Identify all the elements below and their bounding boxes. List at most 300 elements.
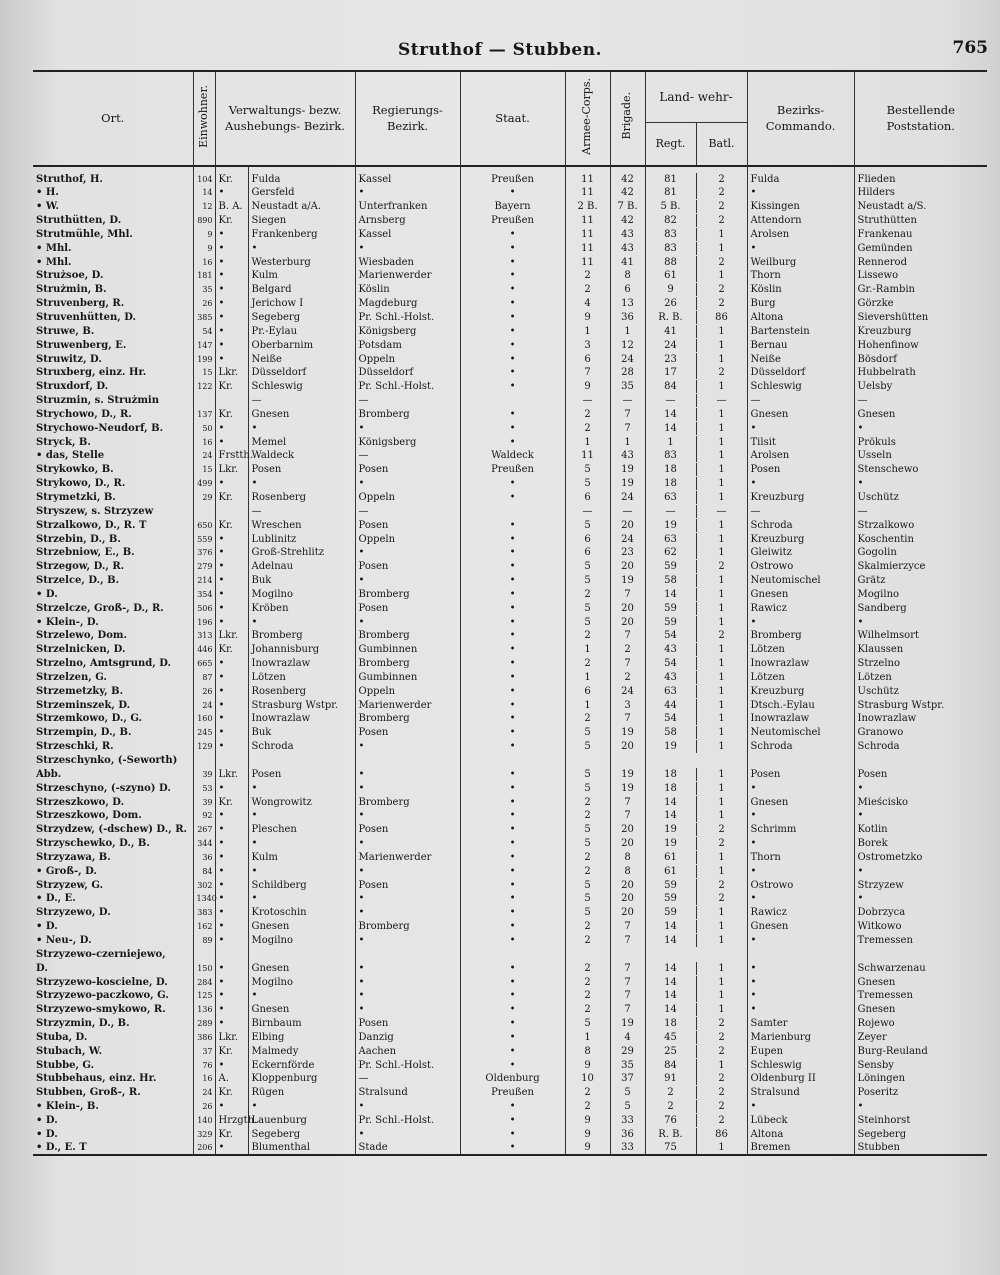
cell-verwaltung-art: • [215,684,248,698]
cell-bezirkscommando: Weilburg [747,255,854,269]
cell-staat: • [460,255,565,269]
cell-regt: 26 [664,298,677,310]
cell-einwohner: 650 [193,518,215,532]
cell-einwohner: 136 [193,1003,215,1017]
cell-batl: 1 [696,976,747,989]
cell-poststation: Gr.-Rambin [854,283,987,297]
cell-bezirkscommando: Posen [747,767,854,781]
cell-regt: 14 [664,810,677,822]
cell-batl: 2 [696,1100,747,1113]
cell-landwehr [645,754,747,768]
cell-regierungsbezirk: • [355,934,460,948]
cell-regt: 45 [664,1031,677,1043]
cell-poststation: Tremessen [854,934,987,948]
cell-regt: 81 [664,174,677,185]
cell-verwaltung-art: • [215,601,248,615]
table-row [33,726,987,740]
cell-batl: 1 [696,546,747,559]
cell-regierungsbezirk: Pr. Schl.-Holst. [355,1058,460,1072]
cell-staat: • [460,518,565,532]
cell-landwehr [645,837,747,851]
cell-bezirkscommando: Lötzen [747,671,854,685]
landwehr-pair [646,436,747,449]
cell-batl: 1 [696,380,747,393]
cell-verwaltung-art: • [215,671,248,685]
cell-staat: • [460,837,565,851]
cell-staat: • [460,726,565,740]
cell-brigade: 7 [610,587,645,601]
cell-einwohner: 26 [193,684,215,698]
cell-poststation: Lissewo [854,269,987,283]
cell-batl: 1 [696,934,747,947]
cell-brigade: 24 [610,684,645,698]
cell-ort: Abb. [36,768,62,780]
cell-ort: Strykowko, B. [36,464,114,476]
cell-batl: 1 [696,491,747,504]
cell-verwaltung-bezirk: Buk [248,574,355,588]
cell-poststation: Poseritz [854,1086,987,1100]
cell-regt: 9 [667,284,674,296]
cell-einwohner: 89 [193,934,215,948]
cell-regierungsbezirk: Oppeln [355,532,460,546]
cell-poststation: Löningen [854,1072,987,1086]
table-row [33,449,987,463]
table-row [33,477,987,491]
cell-einwohner: 54 [193,324,215,338]
landwehr-pair [646,643,747,656]
cell-verwaltung-art: • [215,823,248,837]
cell-verwaltung-art: • [215,532,248,546]
table-row [33,255,987,269]
cell-armee-corps: 5 [565,892,610,906]
cell-armee-corps: 5 [565,560,610,574]
cell-bezirkscommando: Gnesen [747,920,854,934]
cell-verwaltung-bezirk: Gnesen [248,408,355,422]
cell-staat: • [460,657,565,671]
cell-armee-corps: 9 [565,1058,610,1072]
cell-armee-corps: 5 [565,518,610,532]
cell-regierungsbezirk: Oppeln [355,491,460,505]
cell-staat: • [460,601,565,615]
cell-regt: 18 [664,1018,677,1030]
cell-bezirkscommando: Attendorn [747,214,854,228]
cell-brigade: 20 [610,823,645,837]
table-row [33,961,987,975]
landwehr-pair [646,186,747,199]
cell-verwaltung-bezirk: • [248,1100,355,1114]
cell-landwehr [645,961,747,975]
cell-landwehr [645,892,747,906]
cell-verwaltung-bezirk: Pr.-Eylau [248,324,355,338]
cell-batl: 1 [696,740,747,753]
cell-einwohner: 196 [193,615,215,629]
cell-poststation: • [854,809,987,823]
cell-bezirkscommando: Neutomischel [747,726,854,740]
cell-armee-corps: 5 [565,837,610,851]
cell-verwaltung-art: • [215,740,248,754]
table-row [33,587,987,601]
cell-bezirkscommando: • [747,781,854,795]
cell-regt: 41 [664,325,677,337]
cell-armee-corps: 6 [565,352,610,366]
cell-ort: Strzyzawa, B. [36,851,111,863]
cell-batl: 1 [696,616,747,629]
cell-batl: 1 [696,422,747,435]
cell-verwaltung-art: • [215,477,248,491]
cell-ort: Strużsoe, D. [36,270,104,282]
cell-batl: 2 [696,879,747,892]
cell-regierungsbezirk: • [355,906,460,920]
cell-landwehr [645,449,747,463]
cell-poststation: Grätz [854,574,987,588]
cell-regierungsbezirk: Köslin [355,283,460,297]
cell-poststation: Sensby [854,1058,987,1072]
cell-staat: • [460,560,565,574]
table-row [33,228,987,242]
cell-staat: • [460,491,565,505]
cell-batl: 86 [696,1128,747,1141]
cell-verwaltung-art: Kr. [215,214,248,228]
cell-armee-corps: 1 [565,643,610,657]
table-row [33,934,987,948]
table-row [33,1114,987,1128]
cell-regierungsbezirk: Pr. Schl.-Holst. [355,1114,460,1128]
cell-poststation: Usseln [854,449,987,463]
cell-regt: 2 [667,1101,674,1113]
cell-armee-corps: 7 [565,366,610,380]
cell-bezirkscommando: Kreuzburg [747,684,854,698]
cell-verwaltung-bezirk: Blumenthal [248,1141,355,1155]
cell-bezirkscommando: Schroda [747,518,854,532]
cell-einwohner: 376 [193,546,215,560]
cell-einwohner: 279 [193,560,215,574]
cell-armee-corps: 1 [565,698,610,712]
cell-ort: Strykowo, D., R. [36,478,126,490]
cell-batl: 1 [696,796,747,809]
cell-einwohner: 206 [193,1141,215,1155]
cell-regt: 17 [664,367,677,379]
cell-regierungsbezirk: Posen [355,1017,460,1031]
table-row [33,767,987,781]
cell-poststation [854,754,987,768]
cell-ort: Struvenhütten, D. [36,312,136,324]
cell-einwohner: 383 [193,906,215,920]
cell-brigade: 7 [610,657,645,671]
cell-verwaltung-art: • [215,255,248,269]
table-row [33,740,987,754]
cell-verwaltung-bezirk: • [248,809,355,823]
cell-brigade: 7 B. [610,200,645,214]
cell-verwaltung-art: Lkr. [215,366,248,380]
running-title: Struthof — Stubben. [397,40,602,60]
cell-poststation: Bösdorf [854,352,987,366]
cell-einwohner: 129 [193,740,215,754]
cell-poststation: • [854,477,987,491]
cell-poststation: Kotlin [854,823,987,837]
cell-regt: 59 [664,602,677,614]
cell-poststation: Stenschewo [854,463,987,477]
cell-verwaltung-bezirk: Adelnau [248,560,355,574]
table-row [33,186,987,200]
table-row [33,1003,987,1017]
cell-batl: 2 [696,1031,747,1044]
cell-landwehr [645,657,747,671]
cell-bezirkscommando: Neutomischel [747,574,854,588]
cell-armee-corps: 11 [565,186,610,200]
cell-regt: 59 [664,879,677,891]
cell-ort: Struthütten, D. [36,215,122,227]
cell-verwaltung-art: Lkr. [215,629,248,643]
cell-staat: • [460,712,565,726]
cell-verwaltung-bezirk: Jerichow I [248,297,355,311]
cell-einwohner [193,947,215,961]
table-row [33,166,987,186]
cell-staat: • [460,574,565,588]
cell-poststation: Strzalkowo [854,518,987,532]
cell-poststation: — [854,394,987,408]
cell-landwehr [645,352,747,366]
cell-verwaltung-bezirk: • [248,477,355,491]
cell-staat: • [460,795,565,809]
cell-armee-corps: 5 [565,615,610,629]
cell-bezirkscommando: Oldenburg II [747,1072,854,1086]
cell-bezirkscommando: — [747,504,854,518]
cell-landwehr [645,726,747,740]
cell-ort: Stubach, W. [36,1045,103,1057]
landwehr-pair [646,629,747,642]
table-row [33,311,987,325]
cell-armee-corps: 5 [565,726,610,740]
table-row [33,975,987,989]
landwehr-pair [646,256,747,269]
cell-bezirkscommando: Köslin [747,283,854,297]
table-row [33,200,987,214]
landwehr-pair [646,865,747,878]
cell-landwehr [645,463,747,477]
cell-armee-corps: 11 [565,449,610,463]
cell-ort: Strzydzew, (-dschew) D., R. [36,824,187,836]
landwehr-pair [646,560,747,573]
cell-einwohner: 36 [193,851,215,865]
cell-ort: Strzeschki, R. [36,741,114,753]
cell-ort: Struxberg, einz. Hr. [36,367,147,379]
cell-regierungsbezirk: Kassel [355,166,460,186]
cell-ort: Strutmühle, Mhl. [36,228,133,240]
cell-verwaltung-bezirk: Siegen [248,214,355,228]
cell-poststation: Prökuls [854,435,987,449]
table-row [33,920,987,934]
cell-staat: • [460,380,565,394]
cell-regt: 54 [664,713,677,725]
cell-bezirkscommando: Düsseldorf [747,366,854,380]
cell-regierungsbezirk: Unterfranken [355,200,460,214]
cell-regt: 83 [664,450,677,462]
cell-batl: 2 [696,1045,747,1058]
cell-batl: 86 [696,311,747,324]
cell-einwohner: 890 [193,214,215,228]
landwehr-pair [646,809,747,822]
cell-verwaltung-art: Lkr. [215,463,248,477]
cell-bezirkscommando: • [747,615,854,629]
cell-regierungsbezirk: • [355,740,460,754]
cell-batl: 1 [696,602,747,615]
cell-landwehr [645,920,747,934]
cell-verwaltung-art: • [215,587,248,601]
cell-bezirkscommando: • [747,934,854,948]
cell-ort: Strzelewo, Dom. [36,630,127,642]
cell-poststation: Klaussen [854,643,987,657]
cell-regierungsbezirk: • [355,837,460,851]
cell-einwohner: 16 [193,435,215,449]
cell-brigade: 8 [610,269,645,283]
cell-bezirkscommando [747,947,854,961]
cell-poststation: Granowo [854,726,987,740]
table-row [33,906,987,920]
cell-regierungsbezirk: • [355,989,460,1003]
cell-einwohner: 665 [193,657,215,671]
landwehr-pair [646,311,747,324]
cell-ort: Strzyzewo-koscielne, D. [36,976,168,988]
cell-ort: Stuba, D. [36,1031,88,1043]
table-row [33,657,987,671]
cell-regt: 44 [664,699,677,711]
cell-staat: • [460,587,565,601]
cell-landwehr [645,934,747,948]
cell-staat: • [460,1030,565,1044]
cell-verwaltung-bezirk: Krotoschin [248,906,355,920]
cell-verwaltung-art: • [215,989,248,1003]
header-batl: Batl. [696,123,747,165]
cell-bezirkscommando: Bremen [747,1141,854,1155]
landwehr-pair [646,588,747,601]
cell-bezirkscommando: Thorn [747,851,854,865]
cell-ort: Strzyzewo-paczkowo, G. [36,990,169,1002]
cell-armee-corps: 9 [565,380,610,394]
landwehr-pair [646,228,747,241]
cell-armee-corps: 4 [565,297,610,311]
cell-regierungsbezirk: Bromberg [355,408,460,422]
cell-verwaltung-art: • [215,352,248,366]
cell-verwaltung-art: Hrzgth. [215,1114,248,1128]
cell-regt: 54 [664,630,677,642]
table-row [33,297,987,311]
cell-ort: • Mhl. [36,256,72,268]
table-row [33,214,987,228]
cell-verwaltung-bezirk: • [248,615,355,629]
cell-poststation: • [854,864,987,878]
cell-verwaltung-art: • [215,657,248,671]
cell-batl: 1 [696,353,747,366]
cell-staat: • [460,241,565,255]
cell-bezirkscommando: Dtsch.-Eylau [747,698,854,712]
landwehr-pair [646,1031,747,1044]
cell-brigade: 20 [610,892,645,906]
cell-batl: 1 [696,782,747,795]
cell-einwohner: 506 [193,601,215,615]
cell-verwaltung-art: • [215,851,248,865]
cell-staat: • [460,629,565,643]
cell-landwehr [645,601,747,615]
cell-armee-corps: 5 [565,477,610,491]
cell-verwaltung-bezirk: Kröben [248,601,355,615]
cell-poststation: Segeberg [854,1127,987,1141]
cell-verwaltung-art: • [215,1003,248,1017]
cell-ort: Strzyzewo-czerniejewo, [36,948,166,960]
cell-verwaltung-art: • [215,906,248,920]
cell-regierungsbezirk [355,947,460,961]
cell-verwaltung-bezirk: • [248,421,355,435]
cell-landwehr [645,394,747,408]
cell-bezirkscommando: Gleiwitz [747,546,854,560]
cell-verwaltung-bezirk: Memel [248,435,355,449]
cell-einwohner: 140 [193,1114,215,1128]
cell-landwehr [645,1017,747,1031]
cell-bezirkscommando: Lübeck [747,1114,854,1128]
cell-ort: • D. [36,921,58,933]
cell-batl: 2 [696,283,747,296]
landwehr-pair [646,837,747,850]
cell-brigade: 7 [610,975,645,989]
cell-landwehr [645,698,747,712]
cell-regierungsbezirk: • [355,809,460,823]
cell-verwaltung-art: Kr. [215,643,248,657]
cell-verwaltung-art [215,754,248,768]
cell-batl: 1 [696,1003,747,1016]
cell-ort: Stubben, Groß-, R. [36,1087,141,1099]
cell-brigade: 8 [610,851,645,865]
table-row [33,754,987,768]
cell-einwohner: 354 [193,587,215,601]
cell-bezirkscommando: Ostrowo [747,560,854,574]
cell-verwaltung-art: • [215,338,248,352]
cell-ort: Strzalkowo, D., R. T [36,519,147,531]
cell-bezirkscommando: Schrimm [747,823,854,837]
cell-verwaltung-bezirk: Strasburg Wstpr. [248,698,355,712]
cell-armee-corps: 5 [565,740,610,754]
cell-regierungsbezirk: Bromberg [355,629,460,643]
cell-bezirkscommando: Altona [747,311,854,325]
cell-einwohner: 559 [193,532,215,546]
landwehr-pair [646,173,747,186]
header-einwohner-text: Einwohner. [196,84,210,148]
cell-verwaltung-bezirk: Lauenburg [248,1114,355,1128]
cell-brigade: 7 [610,629,645,643]
cell-brigade: 28 [610,366,645,380]
cell-verwaltung-bezirk: Segeberg [248,311,355,325]
cell-staat: • [460,1141,565,1155]
header-regt: Regt. [655,137,686,150]
cell-verwaltung-bezirk: • [248,781,355,795]
cell-poststation: Koschentin [854,532,987,546]
cell-staat: • [460,1058,565,1072]
cell-regt: 14 [664,422,677,434]
cell-verwaltung-bezirk: Gnesen [248,1003,355,1017]
cell-poststation: Mogilno [854,587,987,601]
cell-poststation: Stubben [854,1141,987,1155]
cell-batl: 2 [696,1072,747,1085]
cell-staat: • [460,615,565,629]
cell-armee-corps: 2 [565,920,610,934]
cell-staat: Preußen [460,1086,565,1100]
cell-batl: 1 [696,339,747,352]
cell-batl: 1 [696,962,747,975]
header-landwehr-title: Land- wehr- [659,90,733,104]
cell-verwaltung-art: Kr. [215,1086,248,1100]
cell-landwehr [645,574,747,588]
cell-staat: • [460,961,565,975]
cell-regierungsbezirk: Posen [355,823,460,837]
cell-verwaltung-bezirk: Oberbarnim [248,338,355,352]
